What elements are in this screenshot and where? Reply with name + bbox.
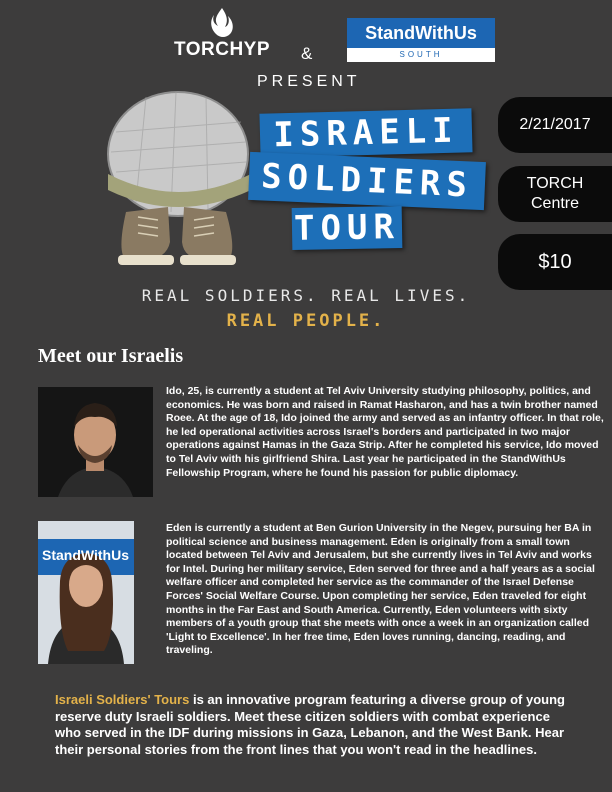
present-label: PRESENT [257,73,361,90]
eden-bio: Eden is currently a student at Ben Gurion University in the Negev, pursuing her BA in political science and business management. Eden is originally from a small town located between Tel Aviv and Jerusalem, but she currently lives in Tel Aviv and works for Intel. During her military service, Eden served for three and a half years as a social welfare officer and completed her service as the commander of the Israel Defense Forces' Social Welfare Course. Upon completing her service, Eden traveled for eight months in the Far East and South America. Currently, Eden volunteers with sixty members of a youth group that she meets with once a week in an organization called 'Light to Excellence'. In her free time, Eden loves running, dancing, reading, and traveling. [166,522,595,657]
venue-badge [498,166,612,222]
standwithus-logo-text: StandWithUs [347,18,495,48]
tagline-line-1: REAL SOLDIERS. REAL LIVES. [141,286,471,305]
standwithus-logo [347,18,495,62]
torch-logo [168,6,276,66]
ido-photo [38,387,153,497]
price-text: $10 [538,250,572,273]
tagline-line-2: REAL PEOPLE. [226,311,386,331]
program-name: Israeli Soldiers' Tours [55,692,190,707]
eden-photo [38,521,134,664]
title-line-2: SOLDIERS [248,152,486,210]
date-badge [498,97,612,153]
title-line-3: TOUR [292,206,403,250]
date-text: 2/21/2017 [519,116,591,133]
ido-bio: Ido, 25, is currently a student at Tel Aviv University studying philosophy, politics, and economics. He was born and raised in Ramat Hasharon, and has a twin brother named Roee. At the age of 18, Ido joined the army and served as an infantry officer. In that role, he led operational activities across Israel's borders and participated in two major operations against Hamas in the Gaza Strip. After he completed his service, Ido moved to Tel Aviv with his girlfriend Shira. Last year he participated in the StandWithUs Fellowship Program, where he found his passion for public diplomacy. [166,385,604,479]
title-line-1: ISRAELI [259,108,472,158]
torch-logo-text: TORCHYP [173,39,271,60]
portrait-man-icon [38,387,153,497]
price-badge [498,234,612,290]
flame-icon [208,6,236,40]
program-description [55,692,575,758]
standwithus-logo-sub: SOUTH [399,50,443,59]
program-text: is an innovative program featuring a diverse group of young reserve duty Israeli soldiers. Meet these citizen soldiers with combat experience who served in the IDF during missions in Gaza, Lebanon, and the West Bank. Hear their personal stories from the front lines that you won't read in the headlines. [55,692,565,757]
section-title: Meet our Israelis [38,345,184,367]
venue-line-1: TORCH [526,175,584,192]
helmet-boots-illustration [96,62,271,277]
photo-banner-text: StandWithUs [42,547,129,563]
venue-line-2: Centre [530,195,580,212]
ampersand: & [301,44,313,63]
portrait-woman-icon [38,521,134,664]
